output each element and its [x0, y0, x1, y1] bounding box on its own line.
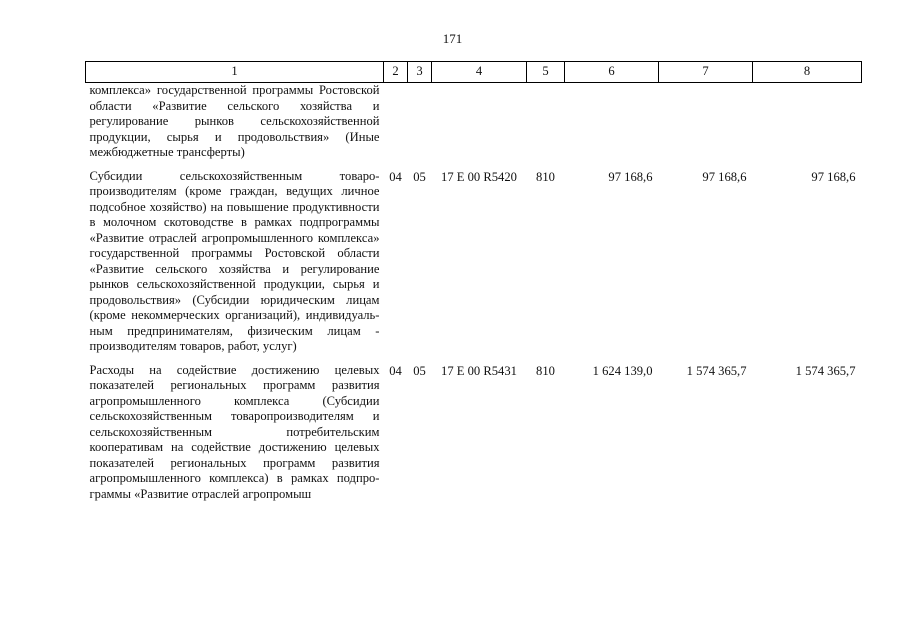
row-code-5: 810 [536, 169, 555, 184]
row-value-6: 1 624 139,0 [592, 363, 653, 378]
col-header-3: 3 [408, 62, 432, 83]
row-value-8: 1 574 365,7 [795, 363, 856, 378]
row-code-4: 17 Е 00 R5431 [441, 363, 517, 378]
row-code-2 [384, 83, 408, 169]
row-code-4 [432, 83, 527, 169]
col-header-1: 1 [86, 62, 384, 83]
col-header-5: 5 [527, 62, 565, 83]
col-header-2: 2 [384, 62, 408, 83]
header-row [86, 62, 862, 83]
col-header-7: 7 [659, 62, 753, 83]
row-description: комплекса» государственной программы Ростовской области «Развитие сельского хозяйства и регулирование рынков сельскохозяйственной продукции, сырья и продовольствия» (Иные межбюджетные трансферты) [89, 83, 380, 159]
row-value-6: 97 168,6 [608, 169, 653, 184]
col-header-8: 8 [753, 62, 862, 83]
row-description: Субсидии сельскохозяйственным товаропроизводителям (кроме граждан, ведущих личное подсобное хозяйство) на повышение продуктивности в молочном скотоводстве в рамках подпрограммы «Развитие отраслей агропромышленного комплекса» государственной программы Ростовской области «Развитие сельского хозяйства и регулирование рынков сельскохозяйственной продукции, сырья и продовольствия» (Субсидии юридическим лицам (кроме некоммерческих организаций), индивидуальным предпринимателям, физическим лицам - производителям товаров, работ, услуг) [89, 168, 380, 353]
row-value-8 [753, 83, 862, 169]
row-code-2: 04 [389, 169, 402, 184]
row-code-3: 05 [413, 169, 426, 184]
row-code-5: 810 [536, 363, 555, 378]
row-code-2: 04 [389, 363, 402, 378]
table-row [86, 363, 862, 503]
row-code-4: 17 Е 00 R5420 [441, 169, 517, 184]
row-code-3 [408, 83, 432, 169]
budget-table [85, 61, 862, 502]
row-value-8: 97 168,6 [811, 169, 856, 184]
row-value-7: 97 168,6 [702, 169, 747, 184]
row-value-6 [565, 83, 659, 169]
row-value-7: 1 574 365,7 [686, 363, 747, 378]
page-number: 171 [442, 31, 463, 46]
row-value-7 [659, 83, 753, 169]
col-header-6: 6 [565, 62, 659, 83]
table-row [86, 169, 862, 363]
row-code-5 [527, 83, 565, 169]
table-row [86, 83, 862, 169]
row-code-3: 05 [413, 363, 426, 378]
row-description: Расходы на содействие достижению целевых показателей региональных программ развития агропромышленного комплекса (Субсидии сельскохозяйственным товаропроизводителям и сельскохозяйственным потребительским кооперативам на содействие достижению целевых показателей региональных программ развития агропромышленного комплекса) в рамках подпрограммы «Развитие отраслей агропромыш [89, 362, 380, 501]
col-header-4: 4 [432, 62, 527, 83]
